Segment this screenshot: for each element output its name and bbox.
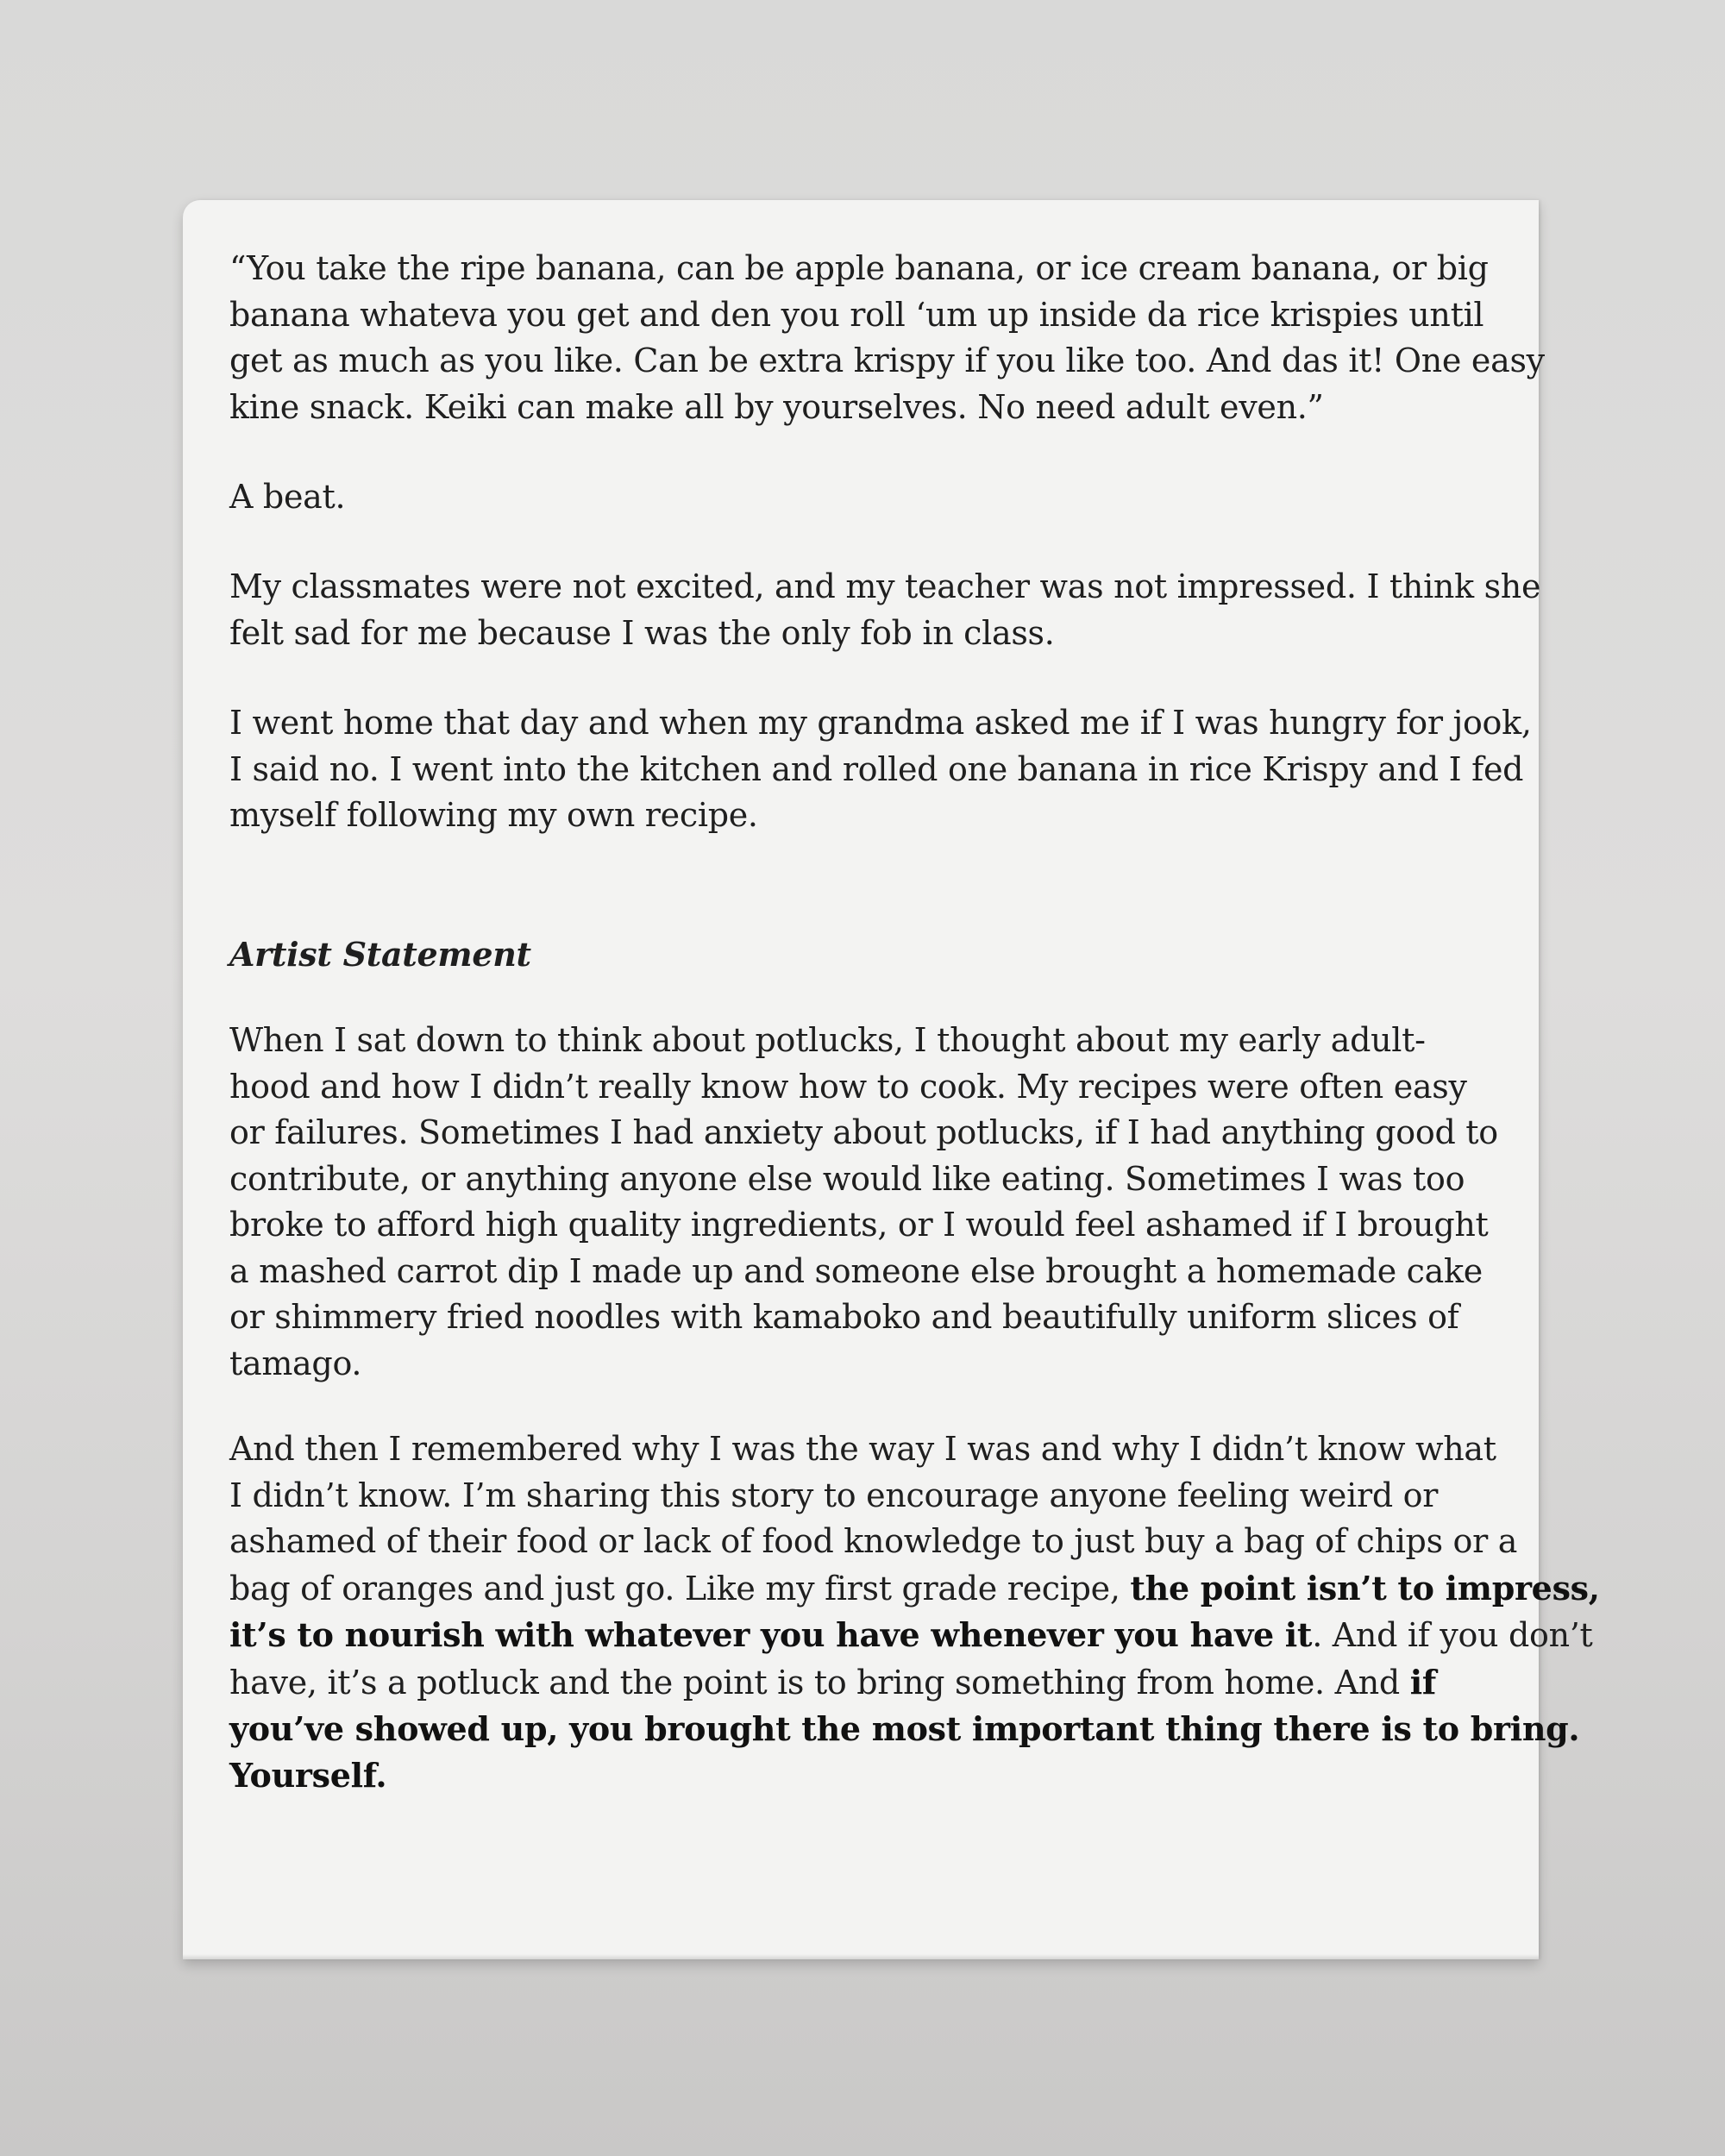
emphasis-text: if	[1409, 1662, 1436, 1702]
potluck-line: hood and how I didn’t really know how to cook. My recipes were often easy	[229, 1067, 1467, 1106]
final-text: have, it’s a potluck and the point is to bring something from home. And	[229, 1663, 1410, 1702]
potluck-line: or shimmery fried noodles with kamaboko and beautifully uniform slices of	[229, 1298, 1459, 1336]
final-text: . And if you don’t	[1312, 1616, 1593, 1654]
potluck-line: broke to afford high quality ingredients, or I would feel ashamed if I brought	[229, 1206, 1489, 1244]
home-line: I went home that day and when my grandma asked me if I was hungry for jook,	[229, 704, 1532, 742]
potluck-line: When I sat down to think about potlucks, I thought about my early adult-	[229, 1021, 1426, 1059]
home-paragraph	[229, 700, 1532, 839]
paper-sheet	[183, 200, 1600, 1959]
beat-paragraph	[229, 474, 1523, 521]
beat-line: A beat.	[229, 478, 346, 516]
final-line: And then I remembered why I was the way I was and why I didn’t know what	[229, 1430, 1496, 1468]
final-line	[229, 1565, 1600, 1613]
quote-line: get as much as you like. Can be extra krispy if you like too. And das it! One easy	[229, 342, 1545, 379]
potluck-line: a mashed carrot dip I made up and someone else brought a homemade cake	[229, 1251, 1483, 1290]
emphasis-text: it’s to nourish with whatever you have whenever you have it	[229, 1615, 1313, 1654]
final-line: I didn’t know. I’m sharing this story to encourage anyone feeling weird or	[229, 1476, 1439, 1514]
final-line	[229, 1659, 1523, 1707]
classmates-line: felt sad for me because I was the only fob in class.	[229, 613, 1055, 652]
classmates-line: My classmates were not excited, and my teacher was not impressed. I think she	[229, 567, 1541, 605]
potluck-line: tamago.	[229, 1344, 362, 1382]
final-line: Yourself.	[229, 1755, 387, 1795]
final-line: ashamed of their food or lack of food knowledge to just buy a bag of chips or a	[229, 1522, 1518, 1560]
classmates-paragraph	[229, 564, 1541, 656]
final-text: bag of oranges and just go. Like my first grade recipe,	[229, 1569, 1131, 1608]
quote-line: kine snack. Keiki can make all by yourselves. No need adult even.”	[229, 387, 1324, 426]
quote-line: banana whateva you get and den you roll ‘um up inside da rice krispies until	[229, 295, 1484, 334]
home-line: I said no. I went into the kitchen and rolled one banana in rice Krispy and I fed	[229, 749, 1524, 788]
potluck-line: contribute, or anything anyone else would like eating. Sometimes I was too	[229, 1159, 1465, 1198]
emphasis-text: the point isn’t to impress,	[1130, 1568, 1600, 1608]
artist-statement-heading: Artist Statement	[229, 935, 531, 974]
final-line	[229, 1612, 1593, 1659]
home-line: myself following my own recipe.	[229, 796, 758, 834]
final-paragraph	[229, 1426, 1600, 1798]
final-line: you’ve showed up, you brought the most important thing there is to bring.	[229, 1709, 1580, 1748]
potluck-paragraph	[229, 1018, 1523, 1387]
quote-paragraph	[229, 246, 1545, 430]
potluck-line: or failures. Sometimes I had anxiety about potlucks, if I had anything good to	[229, 1113, 1498, 1151]
quote-line: “You take the ripe banana, can be apple banana, or ice cream banana, or big	[229, 249, 1489, 287]
